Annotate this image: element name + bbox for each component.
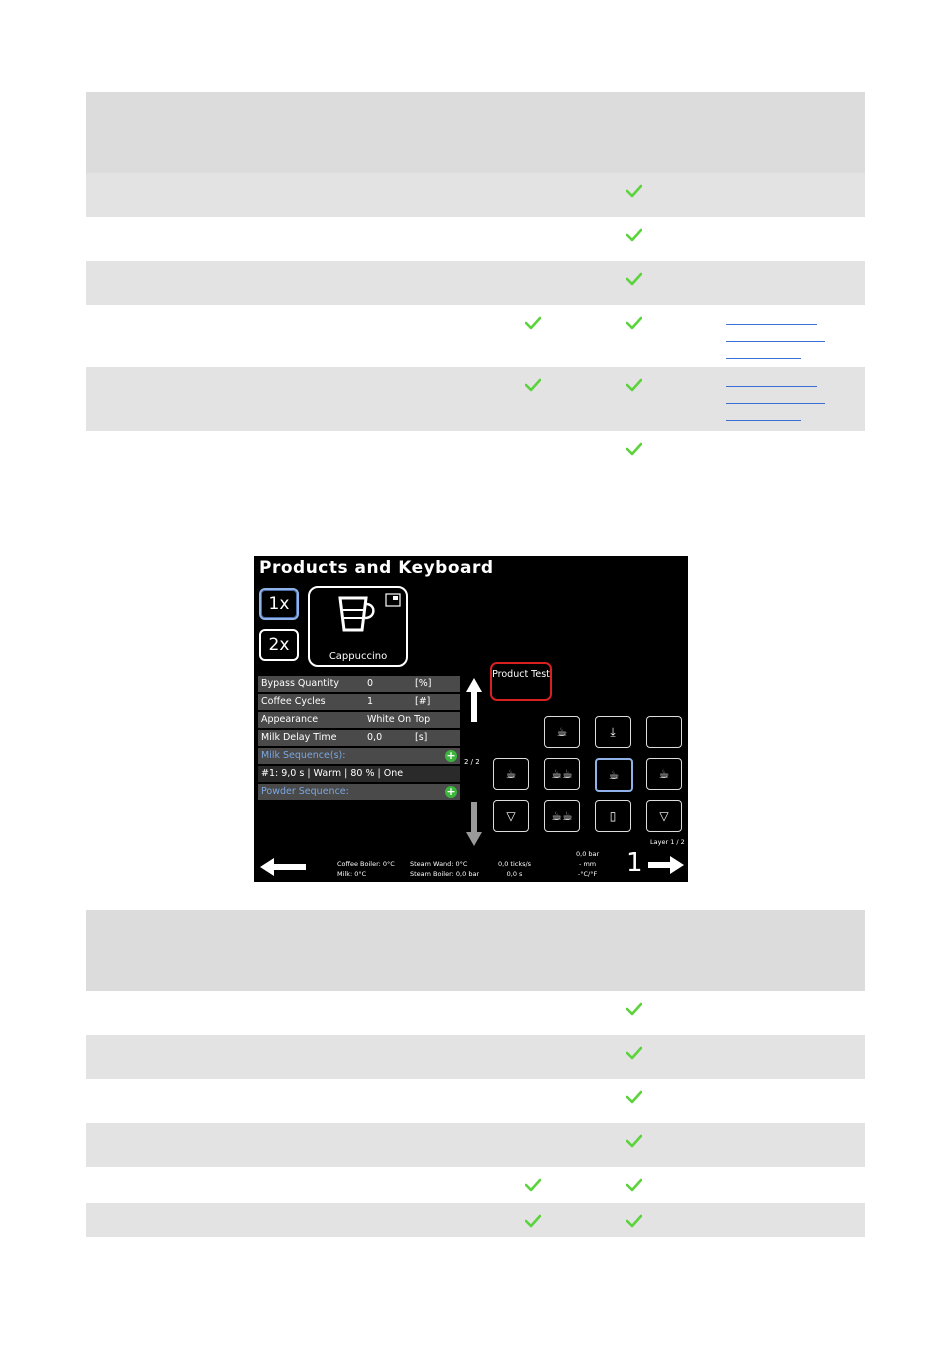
product-key[interactable]: ▽ — [646, 800, 682, 832]
checkmark-icon — [525, 1178, 541, 1192]
product-key[interactable]: ▯ — [595, 800, 631, 832]
checkmark-icon — [626, 1178, 642, 1192]
back-arrow-icon[interactable] — [258, 856, 308, 878]
top-table — [86, 92, 865, 491]
param-value: White On Top — [367, 714, 431, 725]
screen-title: Products and Keyboard — [259, 558, 494, 578]
parameter-list — [258, 676, 460, 802]
checkmark-icon — [626, 1046, 642, 1060]
milk-sequence-item[interactable] — [258, 766, 460, 782]
milk-sequence-header — [258, 748, 460, 764]
add-powder-sequence-icon[interactable]: + — [446, 785, 456, 798]
flow-status — [498, 859, 531, 879]
checkmark-icon — [626, 1134, 642, 1148]
product-key[interactable]: ☕☕ — [544, 758, 580, 790]
checkmark-icon — [626, 316, 642, 330]
param-name: Appearance — [261, 714, 319, 725]
temp-unit: -°C/°F — [577, 870, 598, 878]
table-row — [86, 305, 865, 367]
checkmark-icon — [525, 316, 541, 330]
table-header — [86, 910, 865, 991]
table-row — [86, 991, 865, 1035]
forward-arrow-icon[interactable] — [646, 854, 686, 876]
checkmark-icon — [525, 378, 541, 392]
param-name: Bypass Quantity — [261, 678, 339, 689]
product-key[interactable]: ☕ — [493, 758, 529, 790]
table-row — [86, 1123, 865, 1167]
product-preview[interactable] — [308, 586, 408, 667]
checkmark-icon — [626, 1214, 642, 1228]
checkmark-icon — [626, 184, 642, 198]
table-row — [86, 1079, 865, 1123]
milk-sequence-text: #1: 9,0 s | Warm | 80 % | One — [261, 768, 404, 779]
table-row — [86, 1203, 865, 1237]
bottom-table — [86, 910, 865, 1237]
scroll-up-icon[interactable] — [464, 676, 484, 724]
param-row[interactable] — [258, 676, 460, 692]
boiler-status — [337, 859, 395, 879]
table-row — [86, 173, 865, 217]
table-header — [86, 92, 865, 173]
milk-sequence-label: Milk Sequence(s): — [261, 750, 346, 761]
pressure-bar: 0,0 bar — [576, 850, 600, 858]
product-test-button[interactable] — [490, 662, 552, 701]
product-key[interactable]: ☕ — [544, 716, 580, 748]
product-key-selected[interactable]: ☕ — [595, 758, 633, 792]
flow-seconds: 0,0 s — [506, 870, 523, 878]
steam-wand-temp: Steam Wand: 0°C — [410, 860, 468, 868]
table-row — [86, 1167, 865, 1203]
coffee-boiler-temp: Coffee Boiler: 0°C — [337, 860, 395, 868]
product-key-empty[interactable] — [646, 716, 682, 748]
powder-sequence-header — [258, 784, 460, 800]
param-unit: [#] — [415, 696, 431, 707]
checkmark-icon — [626, 1090, 642, 1104]
param-row[interactable] — [258, 712, 460, 728]
machine-screen — [254, 556, 688, 882]
scroll-down-icon[interactable] — [464, 800, 484, 848]
product-name: Cappuccino — [328, 651, 388, 662]
product-key[interactable]: ▽ — [493, 800, 529, 832]
table-row — [86, 1035, 865, 1079]
checkmark-icon — [626, 442, 642, 456]
param-name: Milk Delay Time — [261, 732, 337, 743]
flow-ticks: 0,0 ticks/s — [498, 860, 532, 868]
milk-temp: Milk: 0°C — [337, 870, 367, 878]
param-row[interactable] — [258, 730, 460, 746]
cappuccino-cup-icon — [310, 588, 406, 648]
layer-number: 1 — [626, 848, 643, 878]
add-milk-sequence-icon[interactable]: + — [446, 749, 456, 762]
product-key[interactable]: ☕☕ — [544, 800, 580, 832]
steam-boiler-pressure: Steam Boiler: 0,0 bar — [410, 870, 480, 878]
checkmark-icon — [626, 228, 642, 242]
checkmark-icon — [626, 272, 642, 286]
pressure-status — [576, 849, 599, 879]
checkmark-icon — [626, 378, 642, 392]
product-key[interactable]: ⤓ — [595, 716, 631, 748]
reference-link[interactable] — [726, 386, 826, 437]
param-value: 1 — [367, 696, 374, 707]
param-unit: [%] — [415, 678, 432, 689]
layer-label: Layer 1 / 2 — [650, 838, 685, 846]
product-test-label: Product Test — [492, 669, 550, 680]
checkmark-icon — [525, 1214, 541, 1228]
param-name: Coffee Cycles — [261, 696, 326, 707]
param-value: 0,0 — [367, 732, 383, 743]
double-dose-button[interactable]: 2x — [259, 629, 299, 661]
checkmark-icon — [626, 1002, 642, 1016]
page-indicator: 2 / 2 — [464, 758, 480, 766]
param-unit: [s] — [415, 732, 428, 743]
table-row — [86, 367, 865, 431]
level-mm: - mm — [579, 860, 597, 868]
single-dose-button[interactable]: 1x — [259, 588, 299, 620]
product-key[interactable]: ☕ — [646, 758, 682, 790]
table-row — [86, 261, 865, 305]
steam-status — [410, 859, 479, 879]
param-value: 0 — [367, 678, 374, 689]
table-row — [86, 431, 865, 491]
param-row[interactable] — [258, 694, 460, 710]
powder-sequence-label: Powder Sequence: — [261, 786, 349, 797]
table-row — [86, 217, 865, 261]
